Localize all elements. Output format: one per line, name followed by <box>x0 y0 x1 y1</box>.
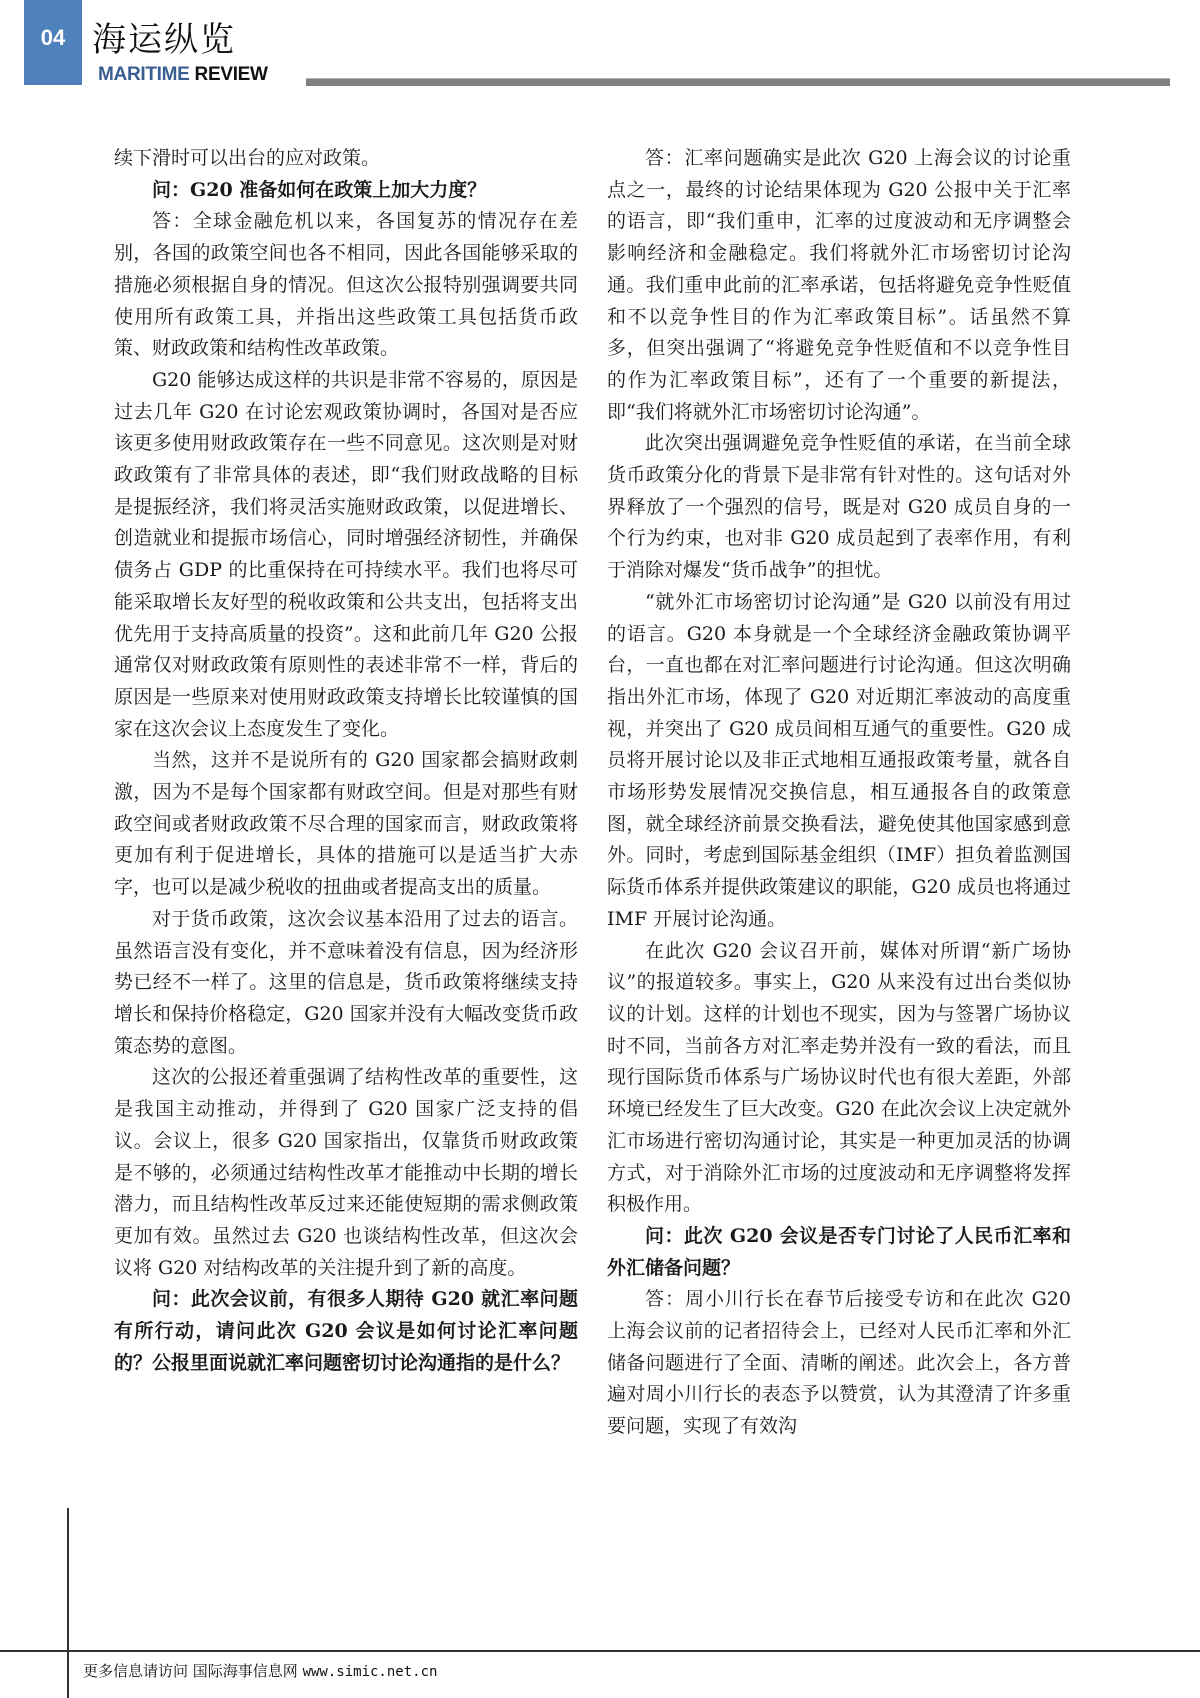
footer-vertical-rule <box>67 1508 69 1698</box>
body-paragraph: G20 能够达成这样的共识是非常不容易的，原因是过去几年 G20 在讨论宏观政策协调时，各国对是否应该更多使用财政政策存在一些不同意见。这次则是对财政政策有了非常具体的表述，即“我们财政战略的目标是提振经济，我们将灵活实施财政政策，以促进增长、创造就业和提振市场信心，同时增强经济韧性，并确保债务占 GDP 的比重保持在可持续水平。我们也将尽可能采取增长友好型的税收政策和公共支出，包括将支出优先用于支持高质量的投资”。这和此前几年 G20 公报通常仅对财政政策有原则性的表述非常不一样，背后的原因是一些原来对使用财政政策支持增长比较谨慎的国家在这次会议上态度发生了变化。 <box>114 368 578 740</box>
body-paragraph: 此次突出强调避免竞争性贬值的承诺，在当前全球货币政策分化的背景下是非常有针对性的。这句话对外界释放了一个强烈的信号，既是对 G20 成员自身的一个行为约束，也对非 G20 成员起到了表率作用，有利于消除对爆发“货币战争”的担忧。 <box>607 432 1071 582</box>
body-paragraph: 对于货币政策，这次会议基本沿用了过去的语言。虽然语言没有变化，并不意味着没有信息，因为经济形势已经不一样了。这里的信息是，货币政策将继续支持增长和保持价格稳定，G20 国家并没有大幅改变货币政策态势的意图。 <box>114 907 578 1057</box>
body-paragraph: 当然，这并不是说所有的 G20 国家都会搞财政刺激，因为不是每个国家都有财政空间。但是对那些有财政空间或者财政政策不尽合理的国家而言，财政政策将更加有利于促进增长，具体的措施可以是适当扩大赤字，也可以是减少税收的扭曲或者提高支出的质量。 <box>114 749 578 899</box>
body-paragraph: 这次的公报还着重强调了结构性改革的重要性，这是我国主动推动，并得到了 G20 国家广泛支持的倡议。会议上，很多 G20 国家指出，仅靠货币财政政策是不够的，必须通过结构性改革才能推动中长期的增长潜力，而且结构性改革反过来还能使短期的需求侧政策更加有效。虽然过去 G20 也谈结构性改革，但这次会议将 G20 对结构改革的关注提升到了新的高度。 <box>114 1066 578 1279</box>
header-divider <box>306 78 1170 86</box>
footer-text: 更多信息请访问 国际海事信息网 <box>83 1662 298 1680</box>
answer-paragraph: 答：全球金融危机以来，各国复苏的情况存在差别，各国的政策空间也各不相同，因此各国能够采取的措施必须根据自身的情况。但这次公报特别强调要共同使用所有政策工具，并指出这些政策工具包括货币政策、财政政策和结构性改革政策。 <box>114 210 578 360</box>
footer-horizontal-rule <box>0 1650 1200 1652</box>
footer-url-link[interactable]: www.simic.net.cn <box>302 1664 438 1680</box>
right-column <box>607 143 1071 1443</box>
subtitle-review: REVIEW <box>194 64 268 85</box>
paragraph-continuation: 续下滑时可以出台的应对政策。 <box>114 147 381 169</box>
footer <box>83 1660 437 1681</box>
page-number: 04 <box>40 24 66 50</box>
question-heading: 问：此次 G20 会议是否专门讨论了人民币汇率和外汇储备问题？ <box>607 1224 1071 1279</box>
section-title: 海运纵览 <box>92 20 236 60</box>
answer-paragraph: 答：周小川行长在春节后接受专访和在此次 G20 上海会议前的记者招待会上，已经对人民币汇率和外汇储备问题进行了全面、清晰的阐述。此次会上，各方普遍对周小川行长的表态予以赞赏，认为其澄清了许多重要问题，实现了有效沟 <box>607 1288 1071 1438</box>
page-number-tab <box>24 0 82 85</box>
question-heading: 问：G20 准备如何在政策上加大力度？ <box>152 178 487 201</box>
question-heading: 问：此次会议前，有很多人期待 G20 就汇率问题有所行动，请问此次 G20 会议是如何讨论汇率问题的？公报里面说就汇率问题密切讨论沟通指的是什么？ <box>114 1288 578 1374</box>
answer-paragraph: 答：汇率问题确实是此次 G20 上海会议的讨论重点之一，最终的讨论结果体现为 G20 公报中关于汇率的语言，即“我们重申，汇率的过度波动和无序调整会影响经济和金融稳定。我们将就外汇市场密切讨论沟通。我们重申此前的汇率承诺，包括将避免竞争性贬值和不以竞争性目的作为汇率政策目标”。话虽然不算多，但突出强调了“将避免竞争性贬值和不以竞争性目的作为汇率政策目标”，还有了一个重要的新提法，即“我们将就外汇市场密切讨论沟通”。 <box>607 147 1071 423</box>
body-paragraph: “就外汇市场密切讨论沟通”是 G20 以前没有用过的语言。G20 本身就是一个全球经济金融政策协调平台，一直也都在对汇率问题进行讨论沟通。但这次明确指出外汇市场，体现了 G20 对近期汇率波动的高度重视，并突出了 G20 成员间相互通气的重要性。G20 成员将开展讨论以及非正式地相互通报政策考量，就各自市场形势发展情况交换信息，相互通报各自的政策意图，就全球经济前景交换看法，避免使其他国家感到意外。同时，考虑到国际基金组织（IMF）担负着监测国际货币体系并提供政策建议的职能，G20 成员也将通过 IMF 开展讨论沟通。 <box>607 590 1071 930</box>
left-column <box>114 143 578 1379</box>
section-subtitle <box>98 64 268 86</box>
body-paragraph: 在此次 G20 会议召开前，媒体对所谓“新广场协议”的报道较多。事实上，G20 从来没有过出台类似协议的计划。这样的计划也不现实，因为与签署广场协议时不同，当前各方对汇率走势并没有一致的看法，而且现行国际货币体系与广场协议时代也有很大差距，外部环境已经发生了巨大改变。G20 在此次会议上决定就外汇市场进行密切沟通讨论，其实是一种更加灵活的协调方式，对于消除外汇市场的过度波动和无序调整将发挥积极作用。 <box>607 939 1071 1216</box>
subtitle-maritime: MARITIME <box>98 64 190 85</box>
